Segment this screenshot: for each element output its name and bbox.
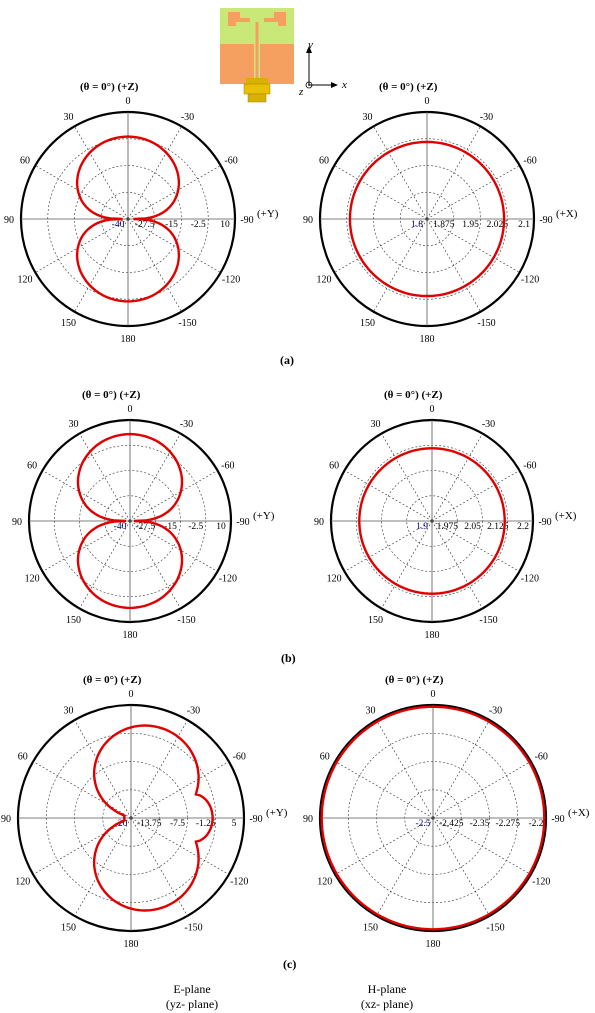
angle-label: -30	[180, 111, 195, 123]
angle-label: 0	[125, 96, 131, 107]
angle-label: -60	[523, 460, 537, 472]
angle-label: 150	[61, 318, 76, 330]
angle-label: 30	[68, 419, 79, 431]
radial-tick-label: 2.025	[486, 220, 508, 230]
angle-label: -150	[486, 922, 505, 934]
grid-spoke	[33, 762, 131, 819]
grid-spoke	[128, 166, 221, 220]
coordinate-axes	[298, 39, 347, 98]
angle-label: -120	[532, 876, 551, 888]
axis-x-label: x	[342, 79, 347, 91]
angle-label: 150	[360, 318, 375, 330]
angle-label: -150	[184, 922, 203, 934]
side-axis-label: (+X)	[556, 208, 578, 220]
angle-label: -90	[551, 814, 565, 825]
radial-tick-label: -7.5	[169, 819, 186, 829]
radial-tick-label: 5	[231, 819, 237, 829]
side-axis-label: (+Y)	[257, 208, 279, 220]
side-axis-label: (+X)	[568, 807, 590, 819]
radial-tick-label: 1.9	[416, 522, 428, 532]
radial-tick-label: -2.5	[188, 522, 204, 532]
radial-tick-label: -27.5	[134, 220, 155, 230]
angle-label: 150	[363, 922, 378, 934]
angle-label: -150	[477, 318, 496, 330]
grid-spoke	[377, 818, 434, 916]
grid-spoke	[131, 818, 188, 916]
eplane-title: E-plane	[173, 982, 211, 996]
angle-label: -30	[488, 705, 503, 717]
polar-plot-0-0	[4, 81, 279, 345]
plot-title: (θ = 0°) (+Z)	[384, 389, 443, 401]
grid-spoke	[374, 126, 428, 219]
radial-tick-label: -40	[113, 522, 127, 532]
grid-spoke	[427, 126, 481, 219]
radial-tick-label: -13.75	[136, 819, 162, 829]
angle-label: -150	[479, 614, 498, 626]
side-axis-label: (+Y)	[253, 510, 275, 522]
radial-tick-label: -27.5	[135, 522, 156, 532]
angle-label: -60	[224, 155, 238, 167]
plot-title: (θ = 0°) (+Z)	[82, 389, 141, 401]
angle-label: -90	[539, 215, 553, 226]
grid-spoke	[432, 471, 519, 522]
angle-label: 90	[303, 814, 313, 825]
angle-label: -30	[479, 111, 494, 123]
radial-tick-label: 2.2	[517, 522, 529, 532]
angle-label: 90	[303, 215, 313, 226]
angle-label: -30	[186, 705, 201, 717]
radial-tick-label: -2.275	[495, 819, 521, 829]
angle-label: -120	[218, 573, 238, 585]
eplane-subtitle: (yz- plane)	[165, 997, 219, 1011]
angle-label: 30	[63, 705, 74, 717]
angle-label: -120	[520, 274, 540, 286]
angle-label: -120	[230, 876, 249, 888]
radial-tick-label: 1.975	[436, 522, 458, 532]
radial-tick-label: 1.8	[411, 220, 423, 230]
radial-tick-label: -15	[164, 522, 177, 532]
angle-label: -60	[232, 751, 246, 763]
angle-label: 150	[61, 922, 76, 934]
angle-label: 180	[123, 939, 139, 950]
side-axis-label: (+Y)	[266, 807, 288, 819]
angle-label: 0	[429, 404, 435, 415]
caption-a: (a)	[280, 353, 294, 367]
angle-label: -60	[534, 751, 548, 763]
plot-title: (θ = 0°) (+Z)	[83, 674, 142, 686]
grid-spoke	[427, 219, 481, 312]
angle-label: 0	[127, 404, 133, 415]
radial-tick-label: -2.2	[528, 819, 544, 829]
grid-spoke	[35, 166, 128, 220]
grid-spoke	[75, 720, 132, 818]
angle-label: 90	[4, 215, 14, 226]
polar-plot-1-0	[12, 389, 275, 641]
angle-label: 90	[12, 517, 22, 528]
axis-y-label: y	[308, 39, 313, 51]
angle-label: 0	[128, 689, 134, 700]
radial-tick-label: -2.5	[415, 819, 431, 829]
angle-label: 120	[326, 573, 342, 585]
angle-label: 180	[424, 630, 440, 641]
angle-label: 120	[24, 573, 40, 585]
grid-spoke	[128, 219, 182, 312]
grid-spoke	[427, 166, 520, 220]
grid-spoke	[433, 762, 531, 819]
angle-label: 120	[316, 274, 332, 286]
polar-plot-2-0	[1, 674, 288, 950]
hplane-title: H-plane	[367, 982, 407, 996]
connector-pins	[246, 78, 268, 84]
polar-plot-2-1	[303, 674, 590, 950]
grid-spoke	[374, 219, 428, 312]
radial-tick-label: -1.25	[195, 819, 216, 829]
sma-connector	[244, 84, 270, 94]
angle-label: 120	[15, 876, 31, 888]
plot-title: (θ = 0°) (+Z)	[385, 674, 444, 686]
grid-spoke	[334, 166, 427, 220]
antenna-inset	[220, 8, 294, 102]
radial-tick-label: -2.425	[438, 819, 464, 829]
grid-spoke	[433, 818, 490, 916]
angle-label: 150	[66, 614, 81, 626]
grid-spoke	[131, 720, 188, 818]
angle-label: 30	[362, 111, 373, 123]
angle-label: 120	[317, 876, 333, 888]
angle-label: 30	[370, 419, 381, 431]
angle-label: 30	[365, 705, 376, 717]
angle-label: 60	[17, 751, 28, 763]
angle-label: 0	[424, 96, 430, 107]
grid-spoke	[131, 762, 229, 819]
angle-label: -120	[221, 274, 241, 286]
grid-spoke	[130, 471, 217, 522]
polar-plots	[1, 81, 590, 950]
angle-label: -150	[178, 318, 197, 330]
angle-label: -120	[520, 573, 540, 585]
angle-label: 120	[17, 274, 33, 286]
polar-plot-1-1	[314, 389, 577, 641]
angle-label: 90	[314, 517, 324, 528]
angle-label: -150	[177, 614, 196, 626]
angle-label: -90	[236, 517, 250, 528]
angle-label: 60	[318, 155, 329, 167]
radial-tick-label: -2.5	[190, 220, 206, 230]
angle-label: 180	[419, 334, 435, 345]
hplane-subtitle: (xz- plane)	[360, 997, 414, 1011]
angle-label: 30	[63, 111, 74, 123]
polar-plot-0-1	[303, 81, 578, 345]
radial-tick-label: 1.875	[433, 220, 455, 230]
angle-label: 150	[368, 614, 383, 626]
angle-label: -60	[523, 155, 537, 167]
radial-tick-label: 10	[216, 522, 226, 532]
grid-spoke	[75, 219, 129, 312]
plot-title: (θ = 0°) (+Z)	[80, 81, 139, 93]
angle-label: 60	[27, 460, 38, 472]
angle-label: 180	[425, 939, 441, 950]
grid-spoke	[377, 720, 434, 818]
sma-connector-body	[248, 94, 266, 102]
angle-label: 90	[1, 814, 11, 825]
radial-tick-label: -20	[114, 819, 128, 829]
radial-tick-label: -15	[165, 220, 178, 230]
angle-label: 60	[329, 460, 340, 472]
antenna-feedline-inner	[256, 22, 259, 78]
angle-label: 180	[120, 334, 136, 345]
caption-c: (c)	[283, 957, 297, 971]
angle-label: -90	[249, 814, 263, 825]
plot-title: (θ = 0°) (+Z)	[379, 81, 438, 93]
grid-spoke	[382, 434, 433, 521]
grid-spoke	[75, 818, 132, 916]
radial-tick-label: 2.05	[464, 522, 481, 532]
angle-label: 60	[319, 751, 330, 763]
angle-label: -90	[538, 517, 552, 528]
caption-b: (b)	[281, 651, 296, 665]
radial-tick-label: 10	[220, 220, 230, 230]
angle-label: 60	[19, 155, 30, 167]
grid-spoke	[433, 720, 490, 818]
grid-spoke	[335, 762, 433, 819]
grid-spoke	[75, 126, 129, 219]
angle-label: -30	[481, 419, 496, 431]
angle-label: 0	[430, 689, 436, 700]
angle-label: -90	[240, 215, 254, 226]
angle-label: -30	[179, 419, 194, 431]
angle-label: -60	[221, 460, 235, 472]
axis-z-label: z	[299, 86, 304, 98]
angle-label: 180	[122, 630, 138, 641]
radial-tick-label: -40	[111, 220, 125, 230]
radial-tick-label: -2.35	[469, 819, 490, 829]
radial-tick-label: 1.95	[462, 220, 479, 230]
radial-tick-label: 2.125	[487, 522, 509, 532]
radial-tick-label: 2.1	[518, 220, 530, 230]
grid-spoke	[128, 126, 182, 219]
side-axis-label: (+X)	[555, 510, 577, 522]
